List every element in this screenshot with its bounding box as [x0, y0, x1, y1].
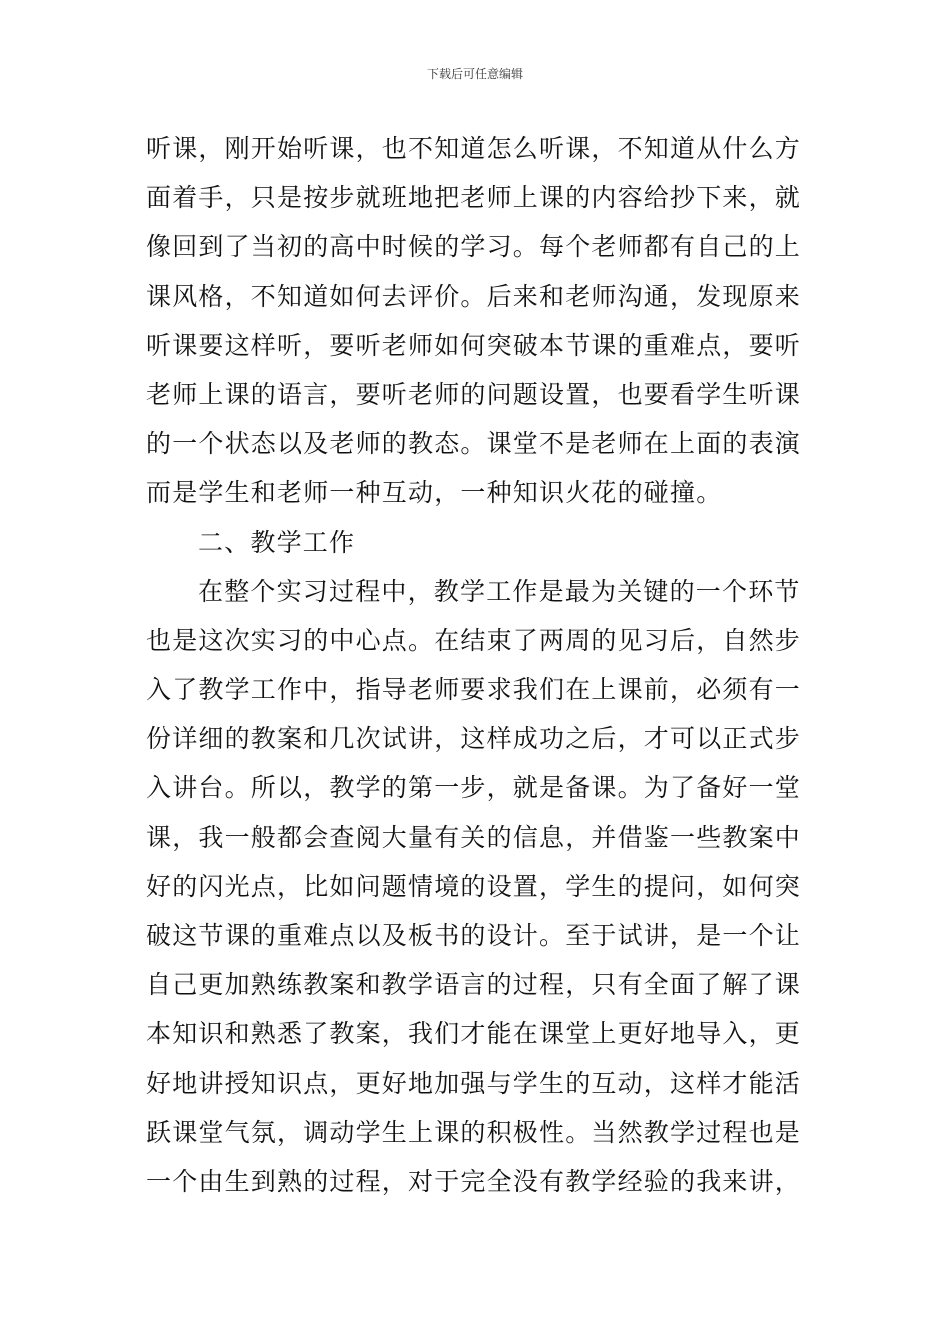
- text-line: 课风格，不知道如何去评价。后来和老师沟通，发现原来: [146, 281, 802, 311]
- document-body: [146, 124, 806, 1206]
- page-header: 下载后可任意编辑: [426, 67, 523, 81]
- paragraph-teaching-work: [146, 567, 806, 1206]
- text-line: 入讲台。所以，教学的第一步，就是备课。为了备好一堂: [146, 773, 802, 803]
- text-line: 本知识和熟悉了教案，我们才能在课堂上更好地导入，更: [146, 1019, 802, 1049]
- text-line: 听课，刚开始听课，也不知道怎么听课，不知道从什么方: [146, 134, 802, 163]
- text-line: 听课要这样听，要听老师如何突破本节课的重难点，要听: [146, 330, 802, 360]
- text-line: 老师上课的语言，要听老师的问题设置，也要看学生听课: [146, 379, 802, 409]
- text-line: 好的闪光点，比如问题情境的设置，学生的提问，如何突: [146, 871, 802, 901]
- text-line: 也是这次实习的中心点。在结束了两周的见习后，自然步: [146, 625, 802, 655]
- text-line: 破这节课的重难点以及板书的设计。至于试讲，是一个让: [146, 921, 802, 950]
- text-line: 而是学生和老师一种互动，一种知识火花的碰撞。: [146, 478, 723, 508]
- text-line: 好地讲授知识点，更好地加强与学生的互动，这样才能活: [146, 1068, 802, 1098]
- text-line: 一个由生到熟的过程，对于完全没有教学经验的我来讲，: [146, 1166, 802, 1196]
- section-heading: 二、教学工作: [198, 527, 356, 557]
- text-line: 面着手，只是按步就班地把老师上课的内容给抄下来，就: [146, 183, 802, 213]
- text-line: 在整个实习过程中，教学工作是最为关键的一个环节: [198, 576, 801, 606]
- text-line: 自己更加熟练教案和教学语言的过程，只有全面了解了课: [146, 970, 802, 1000]
- text-line: 入了教学工作中，指导老师要求我们在上课前，必须有一: [146, 675, 802, 705]
- text-line: 份详细的教案和几次试讲，这样成功之后，才可以正式步: [146, 724, 802, 754]
- text-line: 的一个状态以及老师的教态。课堂不是老师在上面的表演: [146, 429, 802, 459]
- text-line: 课，我一般都会查阅大量有关的信息，并借鉴一些教案中: [146, 822, 802, 852]
- text-line: 跃课堂气氛，调动学生上课的积极性。当然教学过程也是: [146, 1117, 802, 1147]
- paragraph-listening: [146, 124, 806, 518]
- text-line: 像回到了当初的高中时候的学习。每个老师都有自己的上: [146, 232, 802, 262]
